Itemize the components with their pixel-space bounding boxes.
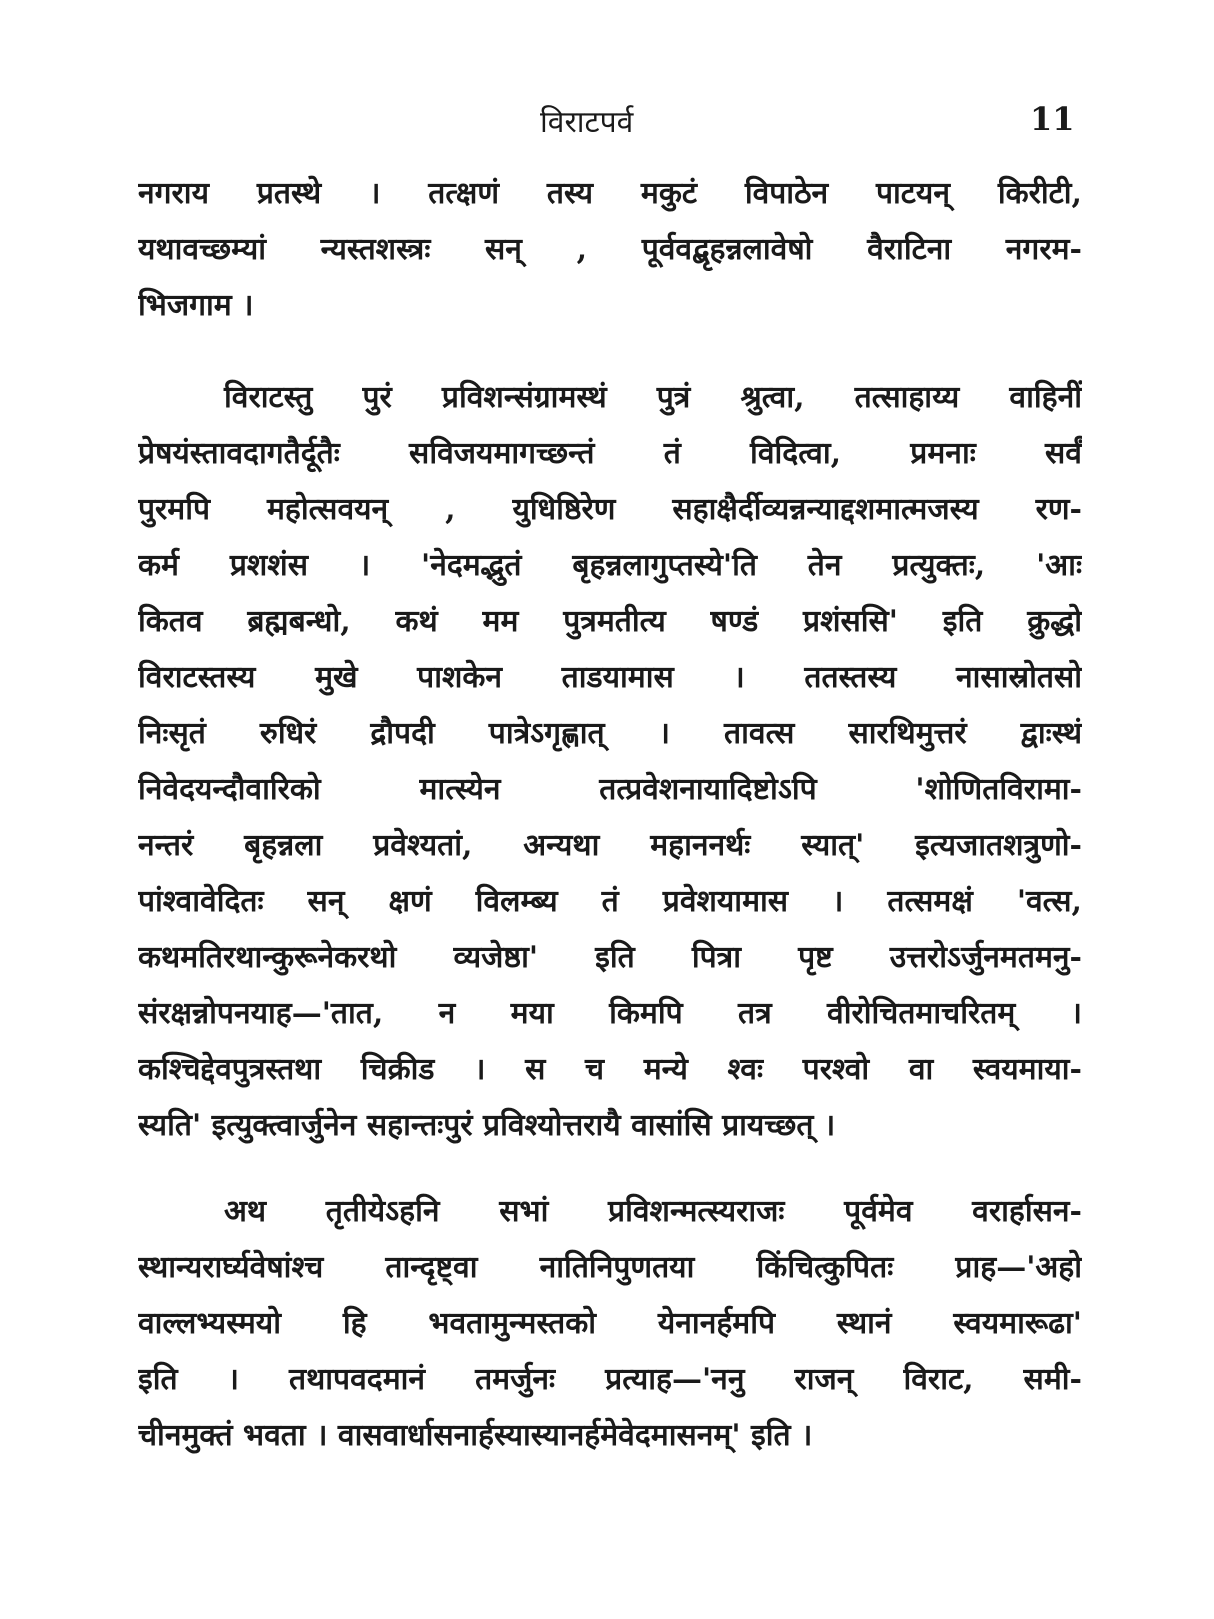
text-line: संरक्षन्नोपनयाह—'तात, न मया किमपि तत्र वीरोचितमाचरितम् । [138, 996, 1082, 1031]
text-line: नन्तरं बृहन्नला प्रवेश्यतां, अन्यथा महाननर्थः स्यात्' इत्यजातशत्रुणो- [138, 828, 1082, 863]
text-line: वाल्लभ्यस्मयो हि भवतामुन्मस्तको येनानर्हमपि स्थानं स्वयमारूढा' [138, 1306, 1082, 1341]
running-title: विराटपर्व [540, 105, 634, 140]
text-line: चीनमुक्तं भवता । वासवार्धासनार्हस्यास्यानर्हमेवेदमासनम्' इति । [138, 1418, 813, 1453]
paragraph-gap [138, 334, 1082, 370]
text-line: निःसृतं रुधिरं द्रौपदी पात्रेऽगृह्णात् । तावत्स सारथिमुत्तरं द्वाःस्थं [138, 716, 1082, 751]
text-line: विराटस्तस्य मुखे पाशकेन ताडयामास । ततस्तस्य नासास्रोतसो [138, 660, 1082, 695]
running-head [0, 100, 1214, 150]
text-line: पांश्वावेदितः सन् क्षणं विलम्ब्य तं प्रवेशयामास । तत्समक्षं 'वत्स, [138, 884, 1082, 919]
paragraph-2 [138, 370, 1082, 1154]
text-line: भिजगाम । [138, 288, 254, 323]
text-line: प्रेषयंस्तावदागतैर्दूतैः सविजयमागच्छन्तं तं विदित्वा, प्रमनाः सर्वं [138, 436, 1082, 471]
text-line: इति । तथापवदमानं तमर्जुनः प्रत्याह—'ननु राजन् विराट, समी- [138, 1362, 1082, 1397]
paragraph-3 [138, 1184, 1082, 1464]
text-line: निवेदयन्दौवारिको मात्स्येन तत्प्रवेशनायादिष्टोऽपि 'शोणितविरामा- [138, 772, 1082, 807]
text-line: कर्म प्रशशंस । 'नेदमद्भुतं बृहन्नलागुप्तस्ये'ति तेन प्रत्युक्तः, 'आः [138, 548, 1082, 583]
text-line: कथमतिरथान्कुरूनेकरथो व्यजेष्ठा' इति पित्रा पृष्ट उत्तरोऽर्जुनमतमनु- [138, 940, 1082, 975]
body-text [138, 166, 1082, 1464]
text-line: कश्चिद्देवपुत्रस्तथा चिक्रीड । स च मन्ये श्वः परश्वो वा स्वयमाया- [138, 1052, 1082, 1087]
page-number: 11 [1030, 100, 1075, 138]
text-line: स्यति' इत्युक्त्वार्जुनेन सहान्तःपुरं प्रविश्योत्तरायै वासांसि प्रायच्छत् । [138, 1108, 836, 1143]
text-line: स्थान्यरार्घ्यवेषांश्च तान्दृष्ट्वा नातिनिपुणतया किंचित्कुपितः प्राह—'अहो [138, 1250, 1082, 1285]
text-line: विराटस्तु पुरं प्रविशन्संग्रामस्थं पुत्रं श्रुत्वा, तत्साहाय्य वाहिनीं [224, 380, 1082, 415]
text-line: पुरमपि महोत्सवयन् , युधिष्ठिरेण सहाक्षैर्दीव्यन्नन्याद्दशमात्मजस्य रण- [138, 492, 1082, 527]
text-line: अथ तृतीयेऽहनि सभां प्रविशन्मत्स्यराजः पूर्वमेव वरार्हासन- [224, 1194, 1082, 1229]
text-line: यथावच्छम्यां न्यस्तशस्त्रः सन् , पूर्ववद्बृहन्नलावेषो वैराटिना नगरम- [138, 232, 1082, 267]
text-line: नगराय प्रतस्थे । तत्क्षणं तस्य मकुटं विपाठेन पाटयन् किरीटी, [138, 176, 1082, 211]
text-line: कितव ब्रह्मबन्धो, कथं मम पुत्रमतीत्य षण्डं प्रशंससि' इति क्रुद्धो [138, 604, 1082, 639]
paragraph-1 [138, 166, 1082, 334]
paragraph-gap [138, 1154, 1082, 1184]
